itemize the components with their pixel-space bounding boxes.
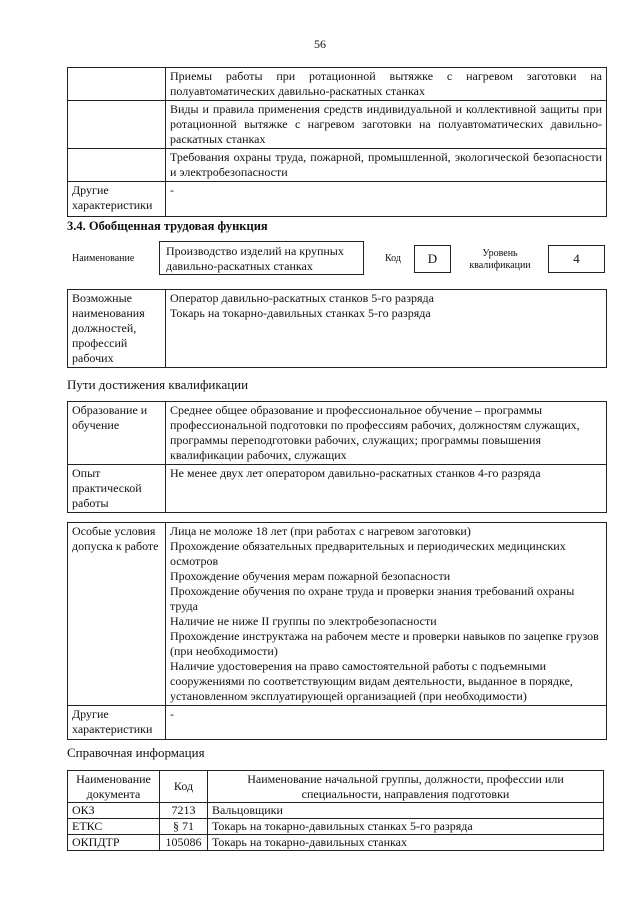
experience-label: Опыт практической работы	[68, 465, 166, 513]
table-cell: 7213	[160, 803, 208, 819]
table-cell: Вальцовщики	[208, 803, 604, 819]
page-number: 56	[314, 37, 326, 51]
position-item: Оператор давильно-раскатных станков 5-го разряда	[170, 291, 434, 305]
table-header-row	[68, 771, 604, 803]
table-cell: ОКЗ	[68, 803, 160, 819]
level-box	[548, 245, 605, 273]
knowledge-item: Требования охраны труда, пожарной, промышленной, экологической безопасности и электробезопасности	[166, 149, 607, 182]
condition-item: Наличие удостоверения на право самостоятельной работы с подъемными сооружениями по соответствующим видам деятельности, выданное в порядке, установленном эксплуатирующей организацией (при необходимости)	[170, 659, 573, 703]
experience-value: Не менее двух лет оператором давильно-раскатных станков 4-го разряда	[166, 465, 607, 513]
column-header: Наименование начальной группы, должности, профессии или специальности, направления подготовки	[208, 771, 604, 803]
column-header: Код	[160, 771, 208, 803]
function-name-value: Производство изделий на крупных давильно-раскатных станках	[166, 244, 344, 273]
code-label: Код	[385, 253, 401, 264]
table-row	[68, 149, 607, 182]
conditions-values	[166, 523, 607, 706]
other-characteristics-label: Другие характеристики	[68, 182, 166, 217]
column-header: Наименование документа	[68, 771, 160, 803]
condition-item: Прохождение обязательных предварительных и периодических медицинских осмотров	[170, 539, 566, 568]
qualification-title: Пути достижения квалификации	[67, 377, 249, 392]
knowledge-table	[67, 67, 607, 217]
condition-item: Прохождение обучения по охране труда и проверки знания требований охраны труда	[170, 584, 575, 613]
table-row	[68, 402, 607, 465]
reference-title: Справочная информация	[67, 745, 205, 760]
positions-label: Возможные наименования должностей, профессий рабочих	[68, 290, 166, 368]
function-name-box	[159, 241, 364, 275]
table-row	[68, 68, 607, 101]
code-box	[414, 245, 451, 273]
section-heading: 3.4. Обобщенная трудовая функция	[67, 219, 268, 233]
table-row	[68, 819, 604, 835]
conditions-label: Особые условия допуска к работе	[68, 523, 166, 706]
education-label: Образование и обучение	[68, 402, 166, 465]
table-cell: § 71	[160, 819, 208, 835]
table-row	[68, 803, 604, 819]
position-item: Токарь на токарно-давильных станках 5-го разряда	[170, 306, 431, 320]
level-value: 4	[573, 251, 580, 266]
condition-item: Прохождение обучения мерам пожарной безопасности	[170, 569, 451, 583]
conditions-table	[67, 522, 607, 740]
positions-values	[166, 290, 607, 368]
table-cell: 105086	[160, 835, 208, 851]
other-characteristics-value: -	[166, 706, 607, 740]
table-row	[68, 290, 607, 368]
knowledge-item: Приемы работы при ротационной вытяжке с нагревом заготовки на полуавтоматических давильно-раскатных станках	[166, 68, 607, 101]
reference-table	[67, 770, 604, 851]
table-row	[68, 465, 607, 513]
other-characteristics-value: -	[166, 182, 607, 217]
table-cell: Токарь на токарно-давильных станках 5-го разряда	[208, 819, 604, 835]
table-row	[68, 706, 607, 740]
table-cell: Токарь на токарно-давильных станках	[208, 835, 604, 851]
condition-item: Лица не моложе 18 лет (при работах с нагревом заготовки)	[170, 524, 471, 538]
education-value: Среднее общее образование и профессиональное обучение – программы профессиональной подготовки по профессиям рабочих, должностям служащих, программы переподготовки рабочих, служащих; программы повышения квалификации рабочих, служащих	[166, 402, 607, 465]
table-row	[68, 101, 607, 149]
table-cell: ЕТКС	[68, 819, 160, 835]
table-cell: ОКПДТР	[68, 835, 160, 851]
table-row	[68, 835, 604, 851]
table-row	[68, 523, 607, 706]
positions-table	[67, 289, 607, 368]
code-value: D	[427, 251, 438, 266]
qualification-table	[67, 401, 607, 513]
condition-item: Наличие не ниже II группы по электробезопасности	[170, 614, 437, 628]
condition-item: Прохождение инструктажа на рабочем месте и проверки навыков по зацепке грузов (при необходимости)	[170, 629, 599, 658]
other-characteristics-label: Другие характеристики	[68, 706, 166, 740]
knowledge-item: Виды и правила применения средств индивидуальной и коллективной защиты при ротационной вытяжке с нагревом заготовки на полуавтоматических давильно-раскатных станках	[166, 101, 607, 149]
level-label: Уровень квалификации	[469, 248, 531, 271]
name-label: Наименование	[72, 253, 135, 264]
table-row	[68, 182, 607, 217]
